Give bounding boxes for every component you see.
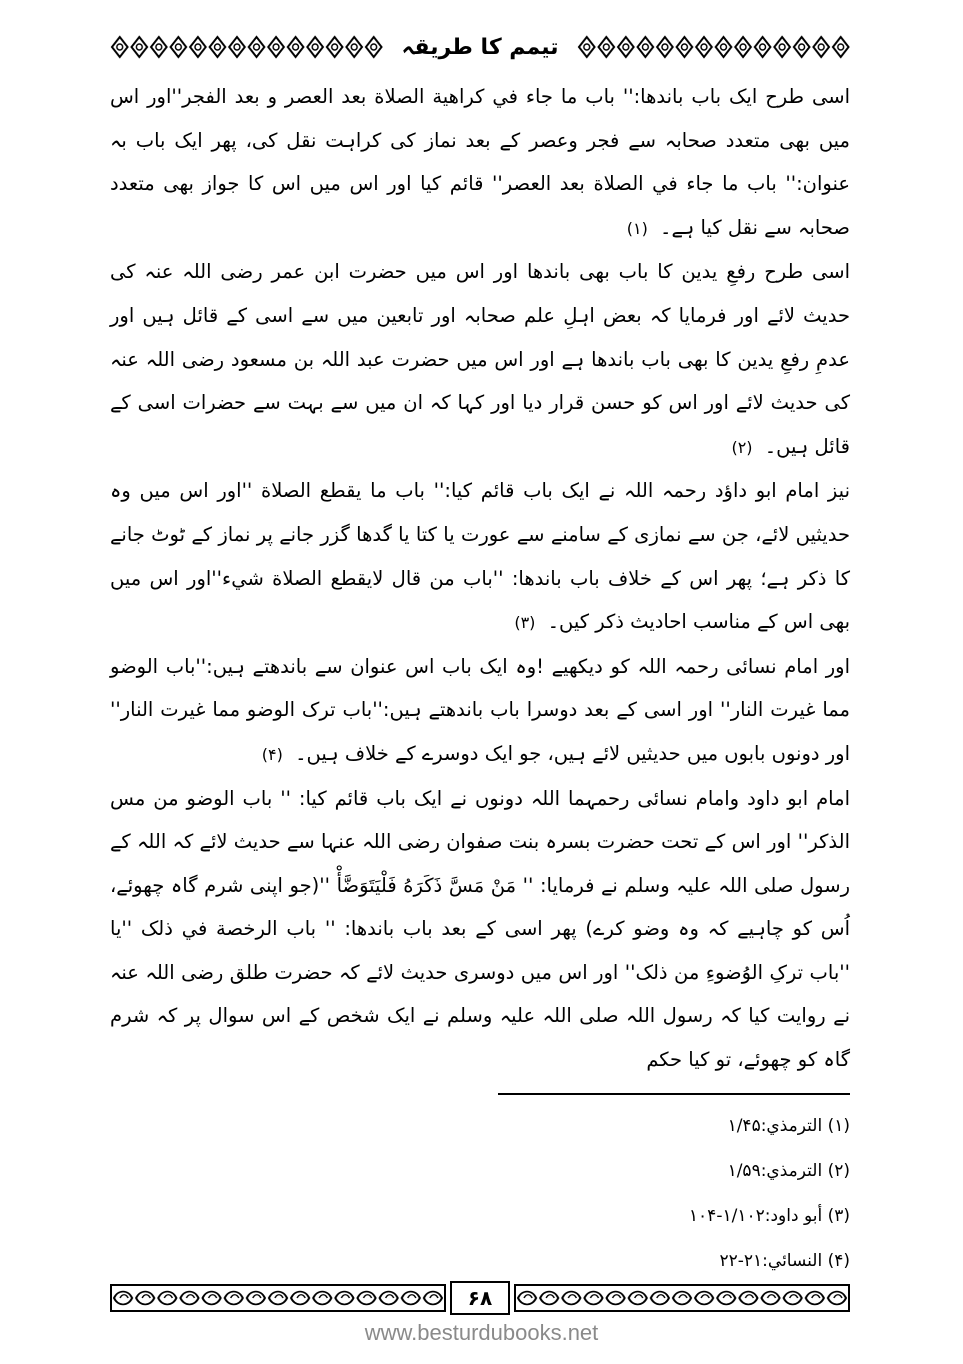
- footnote-item: (۴) النسائي:۲۱-۲۲: [719, 1251, 850, 1271]
- header-title: تیمم کا طریقہ: [401, 34, 559, 60]
- paragraph-text: نیز امام ابو داؤد رحمہ اللہ نے ایک باب قائم کیا:'' باب ما يقطع الصلاة ''اور اس میں وہ حدیثیں لائے، جن سے نمازی کے سامنے سے عورت یا کتا یا گدھا گزر جانے پر نماز کے ٹوٹ جانے کا ذکر ہے؛ پھر اس کے خلاف باب باندھا: ''باب من قال لايقطع الصلاة شيء''اور اس میں بھی اس کے مناسب احادیث ذکر کیں۔: [110, 479, 850, 634]
- footnote-separator: [498, 1093, 850, 1095]
- page-header: [110, 30, 850, 64]
- page-number: ۶۸: [450, 1281, 510, 1315]
- footnote-item: (۱) الترمذي:۱/۴۵: [727, 1116, 850, 1136]
- footnotes: [400, 1104, 850, 1284]
- paragraph-5: [110, 777, 850, 1082]
- footnote-reference: (۱): [626, 218, 648, 238]
- footnote-item: (۲) الترمذي:۱/۵۹: [727, 1161, 850, 1181]
- paragraph-text: اور امام نسائی رحمہ اللہ کو دیکھیے !وہ ایک باب اس عنوان سے باندھتے ہیں:''باب الوضو مما غيرت النار'' اور اسی کے بعد دوسرا باب باندھتے ہیں:''باب ترک الوضو مما غيرت النار'' اور دونوں بابوں میں حدیثیں لائے ہیں، جو ایک دوسرے کے خلاف ہیں۔: [110, 654, 850, 765]
- footnote-reference: (۲): [731, 437, 753, 457]
- paragraph-3: [110, 469, 850, 644]
- footnote-reference: (۳): [514, 613, 536, 633]
- footer-ornament-left: [110, 1284, 446, 1312]
- footnote-reference: (۴): [261, 744, 283, 764]
- paragraph-text: اسی طرح ایک باب باندھا:'' باب ما جاء في كراهية الصلاة بعد العصر و بعد الفجر''اور اس میں بھی متعدد صحابہ سے فجر وعصر کے بعد نماز کی کراہت نقل کی، پھر ایک باب بہ عنوان:'' باب ما جاء في الصلاة بعد العصر'' قائم کیا اور اس میں اس کا جواز بھی متعدد صحابہ سے نقل کیا ہے۔: [110, 85, 850, 239]
- paragraph-text: اسی طرح رفعِ یدین کا باب بھی باندھا اور اس میں حضرت ابن عمر رضی اللہ عنہ کی حدیث لائے اور فرمایا کہ بعض اہلِ علم صحابہ اور تابعین میں سے اسی کے قائل ہیں اور عدمِ رفعِ یدین کا بھی باب باندھا ہے اور اس میں حضرت عبد اللہ بن مسعود رضی اللہ عنہ کی حدیث لائے اور اس کو حسن قرار دیا اور کہا کہ ان میں سے بہت سے حضرات اسی کے قائل ہیں۔: [110, 260, 850, 458]
- paragraph-2: [110, 250, 850, 469]
- paragraph-text: امام ابو داود وامام نسائی رحمہما اللہ دونوں نے ایک باب قائم کیا: '' باب الوضو من مس الذكر'' اور اس کے تحت حضرت بسرہ بنت صفوان رضی اللہ عنہا سے حدیث لائے کہ اللہ کے رسول صلی اللہ علیہ وسلم نے فرمایا: '' مَنْ مَسَّ ذَكَرَهُ فَلْيَتَوَضَّأْ ''(جو اپنی شرم گاہ چھوئے، اُس کو چاہیے کہ وہ وضو کرے) پھر اسی کے بعد باب باندھا: '' باب الرخصة في ذلک ''یا ''باب ترکِ الوُضوءِ من ذلک'' اور اس میں دوسری حدیث لائے کہ حضرت طلق رضی اللہ عنہ نے روایت کیا کہ رسول اللہ صلی اللہ علیہ وسلم نے ایک شخص کے اس سوال پر کہ شرم گاہ کو چھوئے، تو کیا حکم: [110, 786, 850, 1072]
- watermark-url: www.besturdubooks.net: [364, 1320, 599, 1345]
- paragraph-4: [110, 645, 850, 777]
- footer-ornament-right: [514, 1284, 850, 1312]
- header-ornament-left: [110, 34, 384, 60]
- page-footer: [110, 1281, 850, 1315]
- footnote-item: (۳) أبو داود:۱/۱۰۲-۱۰۴: [688, 1206, 850, 1226]
- header-ornament-right: [577, 34, 851, 60]
- main-text: [110, 75, 850, 1082]
- paragraph-1: [110, 75, 850, 250]
